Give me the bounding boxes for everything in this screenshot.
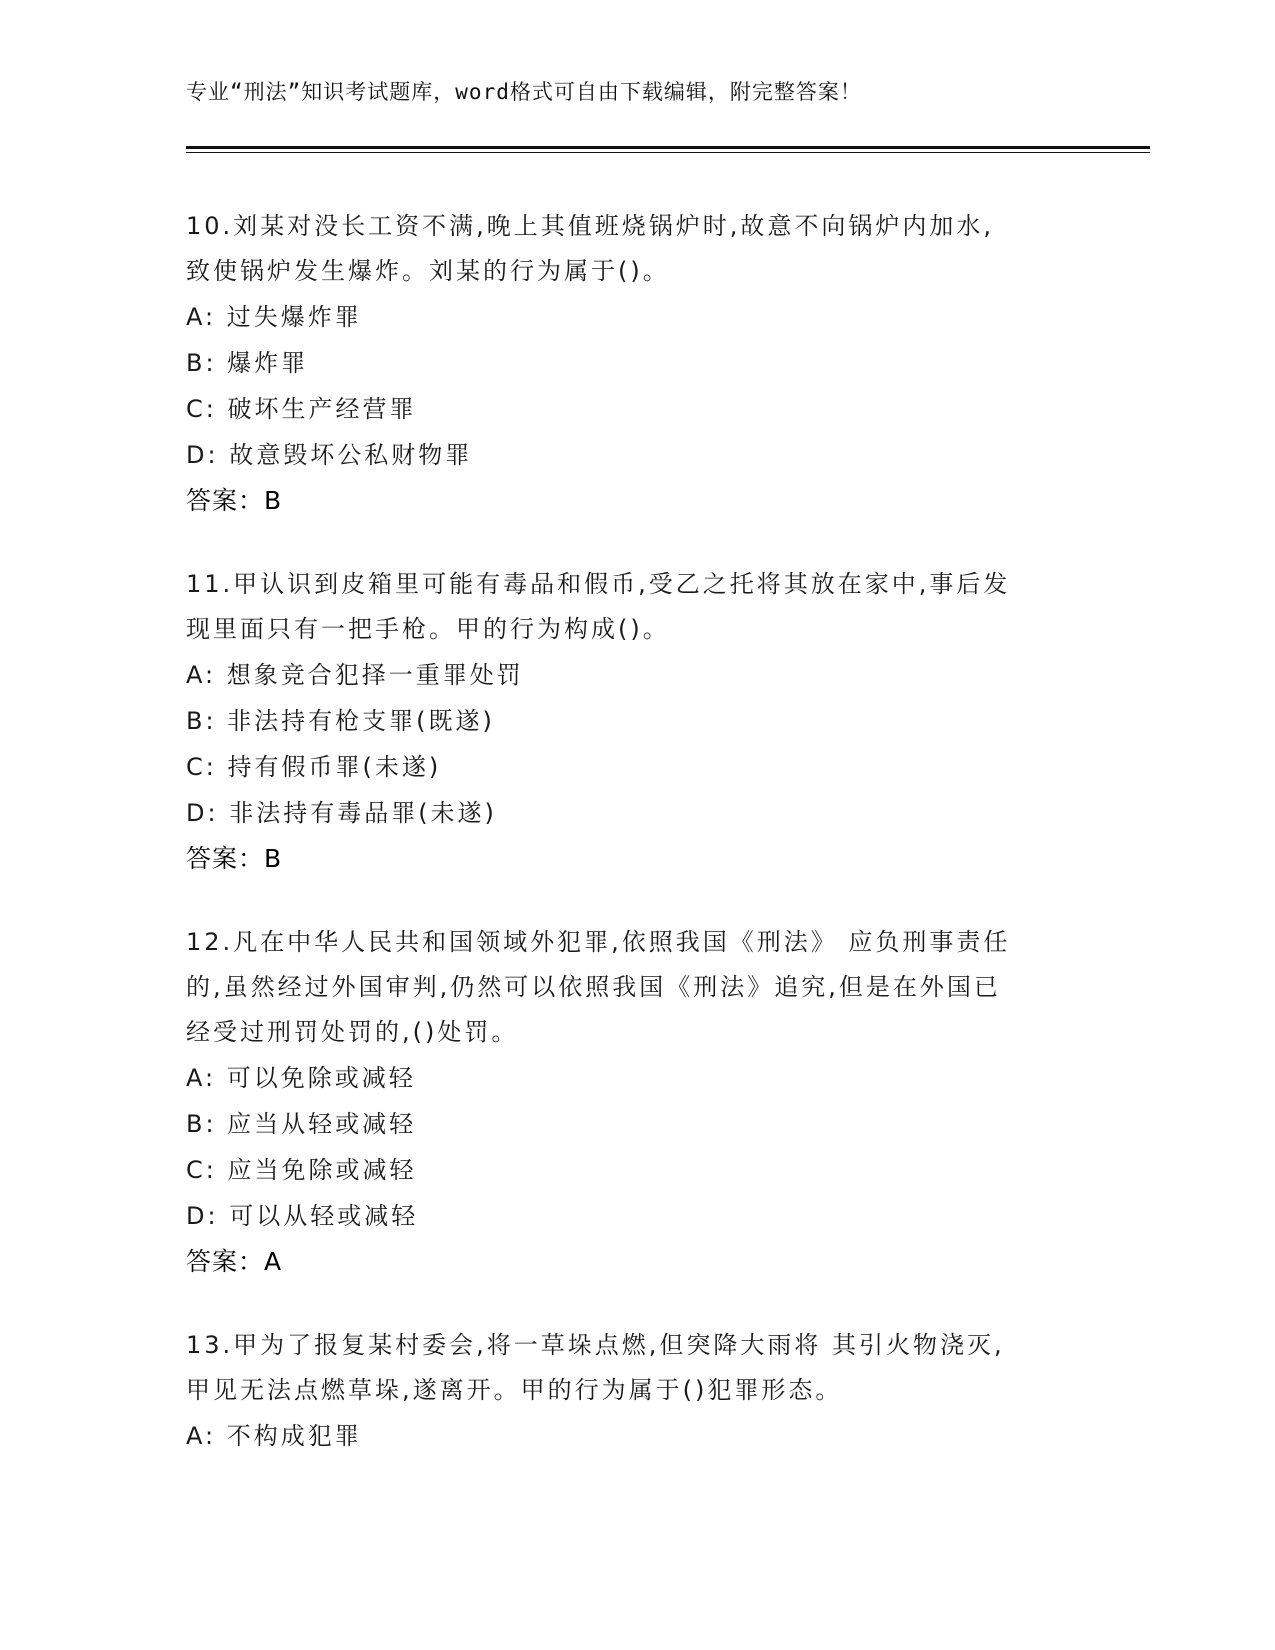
- option-c: C: 持有假币罪(未遂): [186, 753, 442, 781]
- option-a: A: 想象竞合犯择一重罪处罚: [186, 661, 524, 689]
- header-rule-thin: [186, 152, 1150, 153]
- answer: 答案：B: [186, 844, 283, 873]
- question-12: [186, 920, 1086, 1285]
- question-stem-line: 的,虽然经过外国审判,仍然可以依照我国《刑法》追究,但是在外国已: [186, 973, 1001, 1001]
- option-d: D: 故意毁坏公私财物罪: [186, 441, 473, 469]
- question-stem-line: 经受过刑罚处罚的,()处罚。: [186, 1018, 519, 1046]
- answer: 答案：B: [186, 486, 283, 515]
- option-d: D: 非法持有毒品罪(未遂): [186, 799, 497, 827]
- option-c: C: 破坏生产经营罪: [186, 395, 417, 423]
- header-rule-thick: [186, 146, 1150, 149]
- option-a: A: 不构成犯罪: [186, 1422, 362, 1450]
- question-10: [186, 204, 1086, 524]
- question-stem-line: 11.甲认识到皮箱里可能有毒品和假币,受乙之托将其放在家中,事后发: [186, 570, 1011, 598]
- question-11: [186, 562, 1086, 882]
- option-b: B: 爆炸罪: [186, 349, 309, 377]
- question-stem-line: 13.甲为了报复某村委会,将一草垛点燃,但突降大雨将 其引火物浇灭,: [186, 1331, 1005, 1359]
- question-stem-line: 10.刘某对没长工资不满,晚上其值班烧锅炉时,故意不向锅炉内加水,: [186, 212, 995, 240]
- option-a: A: 过失爆炸罪: [186, 303, 362, 331]
- page-header: 专业“刑法”知识考试题库，word格式可自由下载编辑，附完整答案！: [186, 80, 862, 104]
- option-b: B: 应当从轻或减轻: [186, 1110, 417, 1138]
- option-c: C: 应当免除或减轻: [186, 1156, 417, 1184]
- option-d: D: 可以从轻或减轻: [186, 1202, 419, 1230]
- question-stem-line: 现里面只有一把手枪。甲的行为构成()。: [186, 615, 670, 643]
- question-13: [186, 1323, 1086, 1459]
- answer: 答案：A: [186, 1247, 283, 1276]
- option-a: A: 可以免除或减轻: [186, 1064, 416, 1092]
- option-b: B: 非法持有枪支罪(既遂): [186, 707, 495, 735]
- question-list: [186, 204, 1086, 1497]
- question-stem-line: 致使锅炉发生爆炸。刘某的行为属于()。: [186, 257, 670, 285]
- question-stem-line: 12.凡在中华人民共和国领域外犯罪,依照我国《刑法》 应负刑事责任: [186, 928, 1011, 956]
- question-stem-line: 甲见无法点燃草垛,遂离开。甲的行为属于()犯罪形态。: [186, 1376, 843, 1404]
